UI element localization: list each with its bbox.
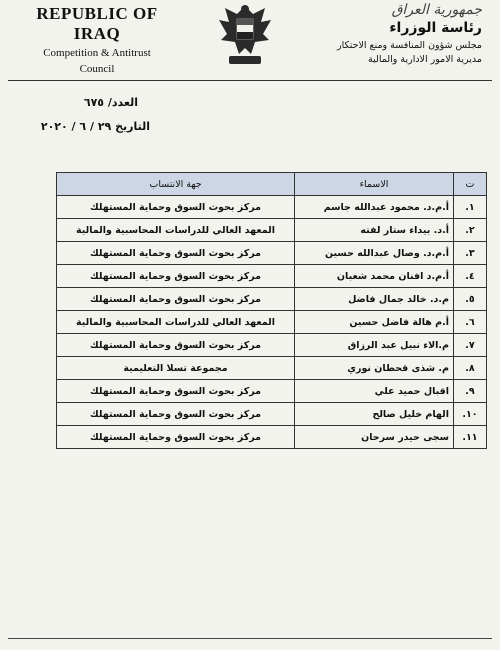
member-affiliation: مركز بحوث السوق وحماية المستهلك — [57, 242, 295, 265]
member-name: أ.م.د. وصال عبدالله حسين — [295, 242, 454, 265]
header-divider — [8, 80, 492, 81]
member-name: أ.م هالة فاضل حسين — [295, 311, 454, 334]
table-row — [57, 426, 487, 449]
table-row — [57, 357, 487, 380]
table-row — [57, 311, 487, 334]
arabic-ministry-name: رئاسة الوزراء — [389, 20, 482, 36]
member-name: أ.م.د افنان محمد شعبان — [295, 265, 454, 288]
member-affiliation: مركز بحوث السوق وحماية المستهلك — [57, 380, 295, 403]
agency-name-line2: Council — [79, 63, 115, 75]
member-affiliation: مركز بحوث السوق وحماية المستهلك — [57, 265, 295, 288]
row-number: ٩. — [454, 380, 487, 403]
table-row — [57, 265, 487, 288]
member-name: أ.د. بيداء ستار لفته — [295, 219, 454, 242]
member-name: الهام خليل صالح — [295, 403, 454, 426]
row-number: ١٠. — [454, 403, 487, 426]
member-name: أ.م.د. محمود عبدالله جاسم — [295, 196, 454, 219]
country-name: REPUBLIC OF IRAQ — [36, 4, 158, 43]
members-table — [56, 172, 487, 449]
member-affiliation: مركز بحوث السوق وحماية المستهلك — [57, 426, 295, 449]
arabic-country-name: جمهورية العراق — [391, 2, 482, 18]
member-affiliation: المعهد العالي للدراسات المحاسبية والمالية — [57, 219, 295, 242]
footer-divider — [8, 638, 492, 639]
header-number: ت — [454, 173, 487, 196]
row-number: ٨. — [454, 357, 487, 380]
agency-name-line1: Competition & Antitrust — [43, 47, 151, 59]
iraq-eagle-emblem-icon — [215, 0, 275, 70]
table-row — [57, 288, 487, 311]
member-affiliation: مركز بحوث السوق وحماية المستهلك — [57, 334, 295, 357]
member-name: م.د. خالد جمال فاضل — [295, 288, 454, 311]
row-number: ١. — [454, 196, 487, 219]
table-row — [57, 380, 487, 403]
letterhead-english — [12, 4, 182, 76]
header-affiliation: جهة الانتساب — [57, 173, 295, 196]
arabic-directorate-name: مديرية الامور الادارية والمالية — [367, 54, 482, 65]
row-number: ٦. — [454, 311, 487, 334]
document-number: العدد/ ٦٧٥ — [83, 96, 138, 109]
row-number: ٧. — [454, 334, 487, 357]
letterhead-arabic — [292, 2, 482, 65]
member-affiliation: مركز بحوث السوق وحماية المستهلك — [57, 403, 295, 426]
table-row — [57, 196, 487, 219]
member-name: م. شذى قحطان نوري — [295, 357, 454, 380]
member-name: سجى حيدر سرحان — [295, 426, 454, 449]
member-name: م.الاء نبيل عبد الرزاق — [295, 334, 454, 357]
member-affiliation: مركز بحوث السوق وحماية المستهلك — [57, 288, 295, 311]
row-number: ١١. — [454, 426, 487, 449]
table-header-row — [57, 173, 487, 196]
table-row — [57, 334, 487, 357]
table-row — [57, 403, 487, 426]
member-name: اقبال حميد علي — [295, 380, 454, 403]
header-names: الاسماء — [295, 173, 454, 196]
member-affiliation: المعهد العالي للدراسات المحاسبية والمالية — [57, 311, 295, 334]
row-number: ٥. — [454, 288, 487, 311]
member-affiliation: مجموعة تسلا التعليمية — [57, 357, 295, 380]
document-date: التاريخ ٢٩ / ٦ / ٢٠٢٠ — [40, 120, 150, 133]
table-row — [57, 242, 487, 265]
table-row — [57, 219, 487, 242]
row-number: ٣. — [454, 242, 487, 265]
row-number: ٤. — [454, 265, 487, 288]
arabic-council-name: مجلس شؤون المنافسة ومنع الاحتكار — [336, 40, 482, 51]
row-number: ٢. — [454, 219, 487, 242]
member-affiliation: مركز بحوث السوق وحماية المستهلك — [57, 196, 295, 219]
